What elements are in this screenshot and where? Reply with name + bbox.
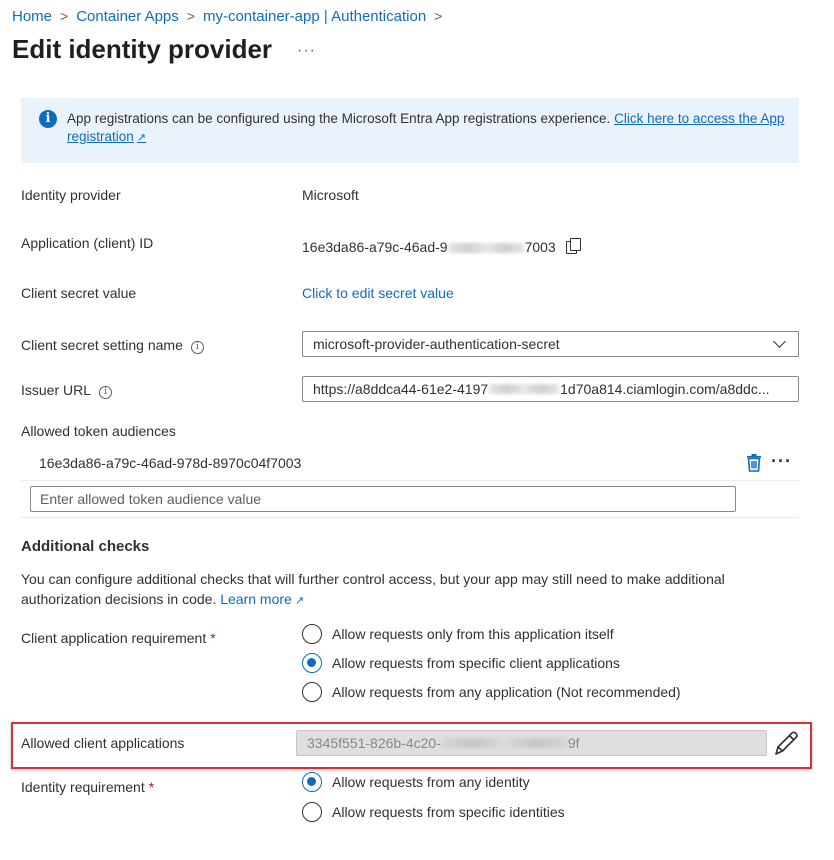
secret-setting-value: microsoft-provider-authentication-secret	[313, 336, 560, 352]
radio-any-identity[interactable]: Allow requests from any identity	[302, 772, 530, 792]
chevron-down-icon	[773, 335, 786, 348]
info-banner	[21, 98, 799, 163]
external-link-icon: ↗	[136, 132, 147, 144]
copy-icon[interactable]	[566, 238, 582, 255]
breadcrumb-separator: >	[186, 8, 195, 24]
info-icon: i	[39, 110, 57, 128]
radio-this-app-only[interactable]: Allow requests only from this application itself	[302, 624, 614, 644]
radio-specific-identities[interactable]: Allow requests from specific identities	[302, 802, 565, 822]
breadcrumb-container-apps[interactable]: Container Apps	[76, 7, 179, 25]
client-secret-label: Client secret value	[21, 285, 137, 301]
client-id-label: Application (client) ID	[21, 235, 154, 251]
radio-button[interactable]	[302, 682, 322, 702]
app-registration-link[interactable]: Click here to access the App registration ↗	[67, 111, 785, 144]
tooltip-icon[interactable]: i	[99, 386, 112, 399]
secret-setting-dropdown[interactable]	[302, 331, 799, 357]
divider	[21, 480, 799, 481]
client-id-value: 16e3da86-a79c-46ad-9 7003	[302, 238, 582, 255]
divider	[21, 517, 799, 518]
breadcrumb-separator: >	[60, 8, 69, 24]
breadcrumb-home[interactable]: Home	[12, 7, 53, 25]
identity-requirement-label: Identity requirement *	[21, 779, 155, 795]
issuer-url-input[interactable]: https://a8ddca44-61e2-4197 1d70a814.ciamlogin.com/a8ddc...	[302, 376, 799, 402]
breadcrumb-authentication[interactable]: my-container-app | Authentication	[202, 7, 427, 25]
allowed-clients-label: Allowed client applications	[21, 735, 185, 751]
additional-checks-description: You can configure additional checks that will further control access, but your app may still need to make additional authorization decisions in code. Learn more ↗	[21, 571, 725, 607]
info-banner-text	[67, 110, 787, 147]
identity-provider-label: Identity provider	[21, 187, 121, 203]
more-actions-button[interactable]: ···	[297, 42, 316, 59]
radio-button[interactable]	[302, 802, 322, 822]
token-audience-input[interactable]: Enter allowed token audience value	[30, 486, 736, 512]
radio-specific-clients[interactable]: Allow requests from specific client applications	[302, 653, 620, 673]
edit-secret-link[interactable]: Click to edit secret value	[302, 285, 454, 301]
additional-checks-heading: Additional checks	[21, 538, 150, 555]
more-icon[interactable]: ···	[771, 451, 792, 471]
allowed-clients-field: 3345f551-826b-4c20- 9f	[296, 730, 767, 756]
redacted-blur	[449, 243, 524, 253]
radio-button-selected[interactable]	[302, 653, 322, 673]
info-banner-message: App registrations can be configured using the Microsoft Entra App registrations experience.	[67, 111, 611, 126]
client-requirement-label: Client application requirement *	[21, 630, 216, 646]
pencil-icon[interactable]	[772, 730, 800, 756]
secret-setting-label: Client secret setting name i	[21, 337, 204, 354]
breadcrumb	[12, 6, 450, 26]
tooltip-icon[interactable]: i	[191, 341, 204, 354]
external-link-icon: ↗	[294, 595, 305, 607]
learn-more-link[interactable]: Learn more ↗	[220, 591, 305, 607]
token-audiences-label: Allowed token audiences	[21, 423, 176, 439]
token-audience-item: 16e3da86-a79c-46ad-978d-8970c04f7003	[39, 455, 302, 471]
identity-provider-value: Microsoft	[302, 187, 359, 203]
page-title: Edit identity provider	[12, 34, 273, 64]
radio-button[interactable]	[302, 624, 322, 644]
issuer-url-label: Issuer URL i	[21, 382, 112, 399]
redacted-blur	[489, 384, 559, 394]
radio-button-selected[interactable]	[302, 772, 322, 792]
trash-icon[interactable]	[746, 454, 762, 472]
radio-any-application[interactable]: Allow requests from any application (Not recommended)	[302, 682, 681, 702]
redacted-blur	[442, 738, 567, 748]
breadcrumb-separator: >	[434, 8, 443, 24]
